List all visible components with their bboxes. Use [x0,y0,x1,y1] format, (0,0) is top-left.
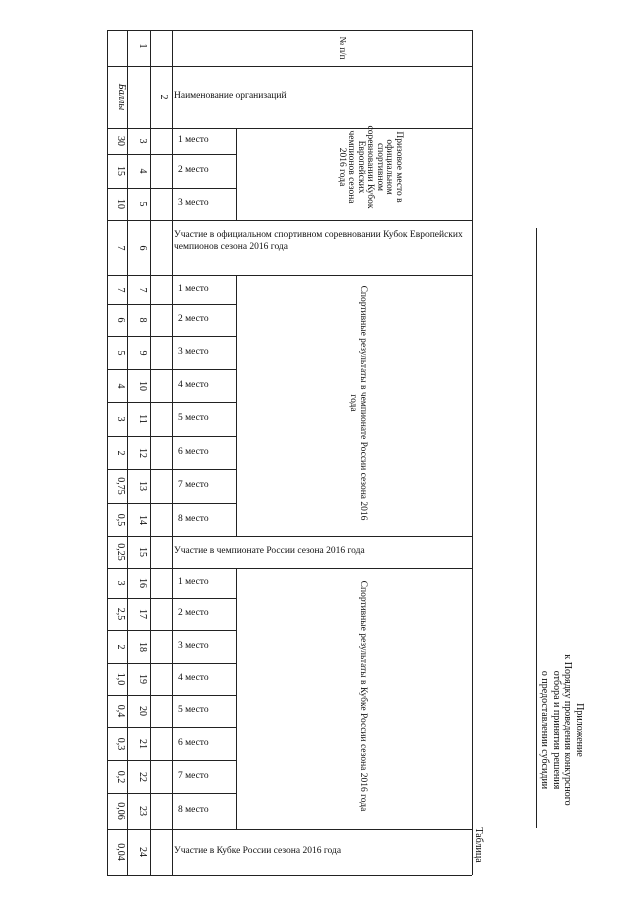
table-hline [172,188,236,189]
table-border-left [107,30,108,875]
table-hline [172,536,472,537]
table-hline [172,793,236,794]
column-number: 2 [158,94,169,100]
column-number: 6 [136,245,148,250]
place-label: 2 место [178,314,209,324]
russia-championship-group-title: Спортивные результаты в чемпионате России сезона 2016 года [348,285,368,521]
table-hline [172,727,236,728]
russia-championship-participation: Участие в чемпионате России сезона 2016 года [174,546,365,556]
row-number-cell: 1 [136,43,148,49]
column-number: 23 [136,806,148,816]
score-cell: 0,75 [115,477,126,495]
table-hline [172,503,236,504]
russia-cup-participation: Участие в Кубке России сезона 2016 года [174,846,342,856]
column-number: 5 [136,201,148,207]
table-vline [236,128,237,220]
place-label: 2 место [178,608,209,618]
score-cell: 0,4 [115,704,126,718]
table-hline [172,402,236,403]
column-number: 4 [136,168,148,174]
balls-label: Баллы [116,83,127,111]
appendix-block [525,615,585,845]
score-cell: 5 [115,350,126,355]
table-hline [172,760,236,761]
appendix-line: к Порядку проведения конкурсного [562,654,574,806]
place-label: 1 место [178,283,209,294]
column-number: 20 [136,706,148,716]
table-hline [172,568,472,569]
column-number: 11 [136,414,148,424]
place-label: 7 место [178,770,209,781]
table-hline [172,630,236,631]
russia-cup-group-title: Спортивные результаты в Кубке России сезона 2016 года [358,580,368,812]
place-label: 3 место [178,640,209,651]
column-number: 14 [136,514,148,525]
place-label: 8 место [178,513,209,524]
score-cell: 1,0 [115,672,126,686]
column-number: 8 [136,317,148,323]
table-hline [172,695,236,696]
column-number: 13 [136,481,148,491]
place-label: 1 место [178,135,209,145]
table-hline [172,829,472,830]
table-hline [172,304,236,305]
column-number: 22 [136,771,148,782]
place-label: 3 место [178,346,209,357]
table-hline [172,663,236,664]
place-label: 6 место [178,737,209,748]
table-vline [236,275,237,536]
score-cell: 0,04 [115,843,126,861]
score-cell: 3 [115,580,126,586]
column-number: 12 [136,447,148,458]
euro-cup-participation: Участие в официальном спортивном соревновании Кубок Европейских чемпионов сезона 2016 года [174,230,463,252]
column-number: 18 [136,641,148,652]
organization-name-header: Наименование организаций [174,91,287,101]
score-cell: 2 [115,450,126,455]
table-hline [172,598,236,599]
score-cell: 0,06 [115,802,126,820]
euro-cup-group-title: Призовое место в официальном спортивном соревновании Кубок Европейских чемпионов сезона 2016 года [337,125,404,209]
table-border-bottom [107,875,472,876]
score-cell: 0,5 [115,513,126,526]
column-number: 17 [136,609,148,619]
column-number: 19 [136,674,148,684]
score-cell: 7 [115,287,126,292]
table-hline [172,436,236,437]
place-label: 5 место [178,705,209,715]
score-cell: 10 [115,199,126,209]
column-number: 7 [136,287,148,292]
score-cell: 15 [115,166,126,176]
column-number: 3 [136,138,148,144]
score-cell: 30 [115,136,126,146]
appendix-line: Приложение [574,703,585,757]
column-number: 10 [136,380,148,391]
table-hline [172,275,472,276]
table-hline [172,369,236,370]
table-vline [150,30,151,875]
column-number: 21 [136,738,148,749]
score-cell: 2,5 [115,607,126,621]
score-cell: 0,2 [115,770,126,783]
place-label: 6 место [178,446,209,457]
table-hline [172,469,236,470]
place-label: 1 место [178,577,209,587]
table-vline [236,568,237,829]
column-number: 16 [136,578,148,588]
column-number: 24 [136,847,148,857]
score-cell: 2 [115,644,126,649]
score-cell: 6 [115,317,126,323]
place-label: 8 место [178,805,209,815]
table-hline [172,154,236,155]
table-hline [172,220,472,221]
score-cell: 3 [115,416,126,422]
score-cell: 4 [115,383,126,388]
table-vline [172,30,173,875]
page-margin-line [536,228,537,828]
table-border-top [107,30,472,31]
score-cell: 0,25 [115,543,126,561]
table-vline [127,30,128,875]
column-number: 15 [136,547,148,557]
table-hline [172,66,472,67]
score-cell: 7 [115,245,126,250]
place-label: 4 место [178,673,209,683]
table-label: Таблица [473,827,484,863]
score-cell: 0,3 [115,737,126,750]
place-label: 3 место [178,198,209,208]
column-number: 9 [136,350,148,355]
place-label: 2 место [178,165,209,175]
table-border-right [472,30,473,875]
appendix-line: отбора и принятия решения [551,670,562,790]
place-label: 4 место [178,379,209,390]
header-number-cell: № п/п [338,36,348,60]
place-label: 7 место [178,480,209,490]
table-hline [172,336,236,337]
appendix-line: о предоставлении субсидии [539,670,551,790]
place-label: 5 место [178,413,209,423]
